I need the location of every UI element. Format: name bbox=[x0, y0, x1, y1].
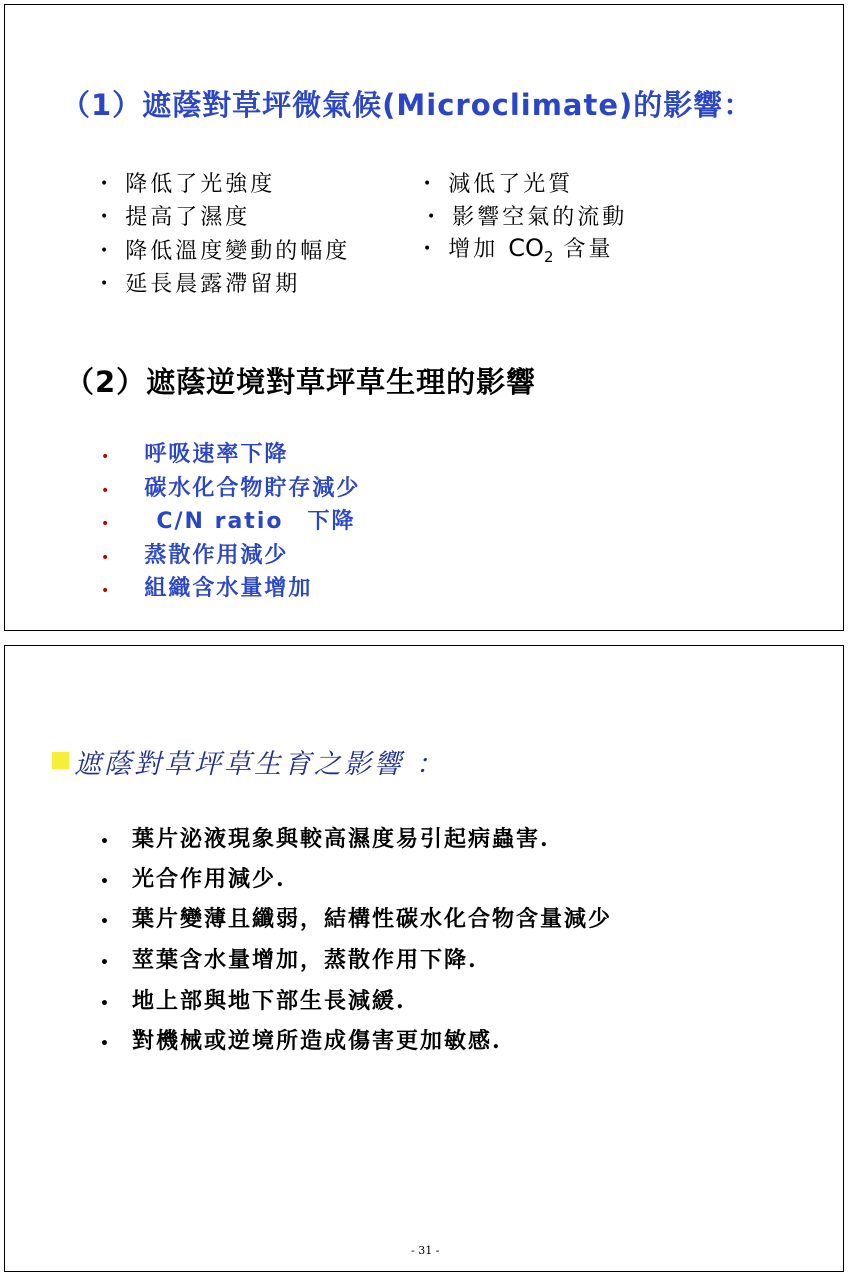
bullet-icon: • bbox=[100, 1036, 109, 1052]
list-item: • 對機械或逆境所造成傷害更加敏感. bbox=[100, 1028, 502, 1054]
list-item: • 減低了光質 bbox=[423, 172, 574, 197]
microclimate-heading: （1）遮蔭對草坪微氣候(Microclimate)的影響： bbox=[61, 88, 754, 122]
bullet-icon: • bbox=[100, 209, 112, 225]
bullet-icon: • bbox=[101, 483, 110, 499]
yellow-square-icon bbox=[52, 752, 69, 769]
bullet-icon: • bbox=[423, 176, 435, 192]
slide-title: 遮蔭對草坪草生育之影響 ： bbox=[74, 749, 446, 780]
bullet-icon: • bbox=[100, 914, 109, 930]
bullet-icon: • bbox=[100, 276, 112, 292]
list-item: • 地上部與地下部生長減緩. bbox=[100, 988, 406, 1014]
bullet-icon: • bbox=[100, 243, 112, 259]
bullet-icon: • bbox=[100, 955, 109, 971]
list-item: • 影響空氣的流動 bbox=[427, 205, 628, 230]
list-item: • 莖葉含水量增加，蒸散作用下降. bbox=[100, 947, 478, 973]
list-item: • C/N ratio 下降 bbox=[101, 509, 356, 534]
bullet-icon: • bbox=[100, 996, 109, 1012]
slide-1 bbox=[4, 4, 844, 631]
bullet-icon: • bbox=[100, 176, 112, 192]
co2-formula: $CO_2$ bbox=[508, 234, 554, 266]
list-item: • 延長晨露滯留期 bbox=[100, 272, 301, 297]
list-item: • 光合作用減少. bbox=[100, 866, 286, 892]
bullet-icon: • bbox=[101, 516, 110, 532]
list-item: • 增加 $CO_2$ 含量 bbox=[423, 234, 614, 266]
bullet-icon: • bbox=[100, 834, 109, 850]
list-item: • 葉片變薄且纖弱，結構性碳水化合物含量減少 bbox=[100, 906, 613, 932]
page-number: - 31 - bbox=[411, 1244, 440, 1257]
list-item: • 葉片泌液現象與較高濕度易引起病蟲害. bbox=[100, 826, 550, 852]
list-item: • 蒸散作用減少 bbox=[101, 543, 289, 568]
bullet-icon: • bbox=[101, 583, 110, 599]
bullet-icon: • bbox=[423, 241, 435, 257]
list-item: • 組織含水量增加 bbox=[101, 576, 313, 601]
list-item: • 降低了光強度 bbox=[100, 172, 276, 197]
list-item: • 提高了濕度 bbox=[100, 205, 251, 230]
list-item: • 降低溫度變動的幅度 bbox=[100, 239, 351, 264]
bullet-icon: • bbox=[427, 209, 439, 225]
list-item: • 呼吸速率下降 bbox=[101, 442, 289, 467]
bullet-icon: • bbox=[101, 449, 110, 465]
bullet-icon: • bbox=[101, 550, 110, 566]
slide-2 bbox=[4, 645, 844, 1272]
bullet-icon: • bbox=[100, 874, 109, 890]
list-item: • 碳水化合物貯存減少 bbox=[101, 476, 361, 501]
physiology-heading: （2）遮蔭逆境對草坪草生理的影響 bbox=[65, 365, 537, 399]
